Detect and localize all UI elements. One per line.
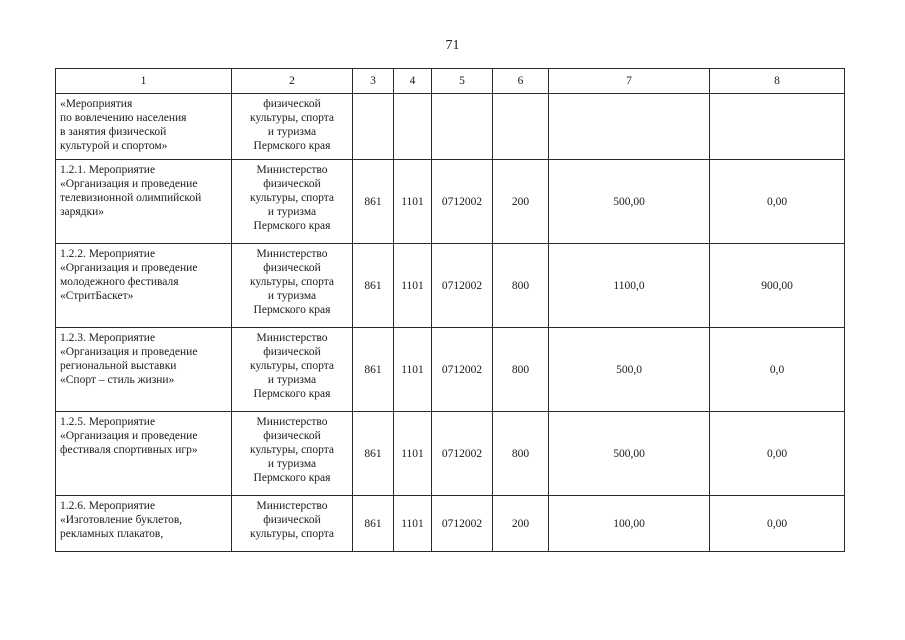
table-header-row [56,69,845,94]
executor-line: физической [263,430,321,442]
event-name-line: в занятия физической [60,126,167,138]
event-name-line: зарядки» [60,206,105,218]
page-number: 71 [445,38,460,53]
column-header-4: 4 [394,69,432,94]
executor-line: Министерство [256,248,328,260]
executor-line: физической [263,262,321,274]
expense-type-cell: 800 [493,244,549,328]
amount-col8-cell: 900,00 [710,244,845,328]
event-name-line: 1.2.1. Мероприятие [60,164,156,176]
event-name-line: «Мероприятия [60,98,133,110]
event-name-line: 1.2.5. Мероприятие [60,416,156,428]
executor-line: физической [263,178,321,190]
event-name-line: «Организация и проведение [60,346,198,358]
event-name-cell [56,160,232,244]
table-row [56,496,845,552]
executor-line: Министерство [256,164,328,176]
table-row [56,160,845,244]
executor-line: культуры, спорта [250,192,334,204]
executor-line: Пермского края [253,220,331,232]
table-row [56,328,845,412]
executor-line: и туризма [267,126,317,138]
event-name-line: «Организация и проведение [60,262,198,274]
event-name-cell [56,94,232,160]
executor-line: Пермского края [253,472,331,484]
section-code-cell: 1101 [394,244,432,328]
event-name-line: «Спорт – стиль жизни» [60,374,175,386]
executor-cell [232,94,353,160]
column-header-3: 3 [353,69,394,94]
expense-type-cell: 200 [493,496,549,552]
executor-cell [232,496,353,552]
event-name-cell [56,244,232,328]
event-name-line: 1.2.6. Мероприятие [60,500,156,512]
admin-code-cell: 861 [353,412,394,496]
expense-type-cell: 800 [493,328,549,412]
event-name-cell [56,328,232,412]
amount-col8-cell: 0,0 [710,328,845,412]
event-name-line: 1.2.3. Мероприятие [60,332,156,344]
table-row [56,244,845,328]
executor-cell [232,244,353,328]
admin-code-cell: 861 [353,160,394,244]
target-article-cell: 0712002 [432,160,493,244]
executor-line: и туризма [267,458,317,470]
admin-code-cell [353,94,394,160]
table-row [56,94,845,160]
amount-col7-cell: 500,00 [549,412,710,496]
section-code-cell [394,94,432,160]
amount-col8-cell: 0,00 [710,496,845,552]
amount-col8-cell [710,94,845,160]
event-name-cell [56,412,232,496]
section-code-cell: 1101 [394,412,432,496]
event-name-line: молодежного фестиваля [60,276,179,288]
column-header-1: 1 [56,69,232,94]
event-name-line: «Организация и проведение [60,178,198,190]
executor-line: Пермского края [253,304,331,316]
admin-code-cell: 861 [353,328,394,412]
amount-col7-cell: 100,00 [549,496,710,552]
event-name-line: «СтритБаскет» [60,290,134,302]
column-header-6: 6 [493,69,549,94]
column-header-7: 7 [549,69,710,94]
amount-col7-cell: 500,00 [549,160,710,244]
amount-col7-cell: 500,0 [549,328,710,412]
budget-table [55,68,845,552]
executor-line: и туризма [267,374,317,386]
executor-line: Пермского края [253,388,331,400]
section-code-cell: 1101 [394,496,432,552]
expense-type-cell: 800 [493,412,549,496]
executor-line: физической [263,514,321,526]
section-code-cell: 1101 [394,328,432,412]
executor-line: Министерство [256,332,328,344]
executor-cell [232,160,353,244]
executor-line: физической [263,346,321,358]
column-header-5: 5 [432,69,493,94]
event-name-line: «Организация и проведение [60,430,198,442]
table-row [56,412,845,496]
admin-code-cell: 861 [353,496,394,552]
executor-line: физической [263,98,321,110]
event-name-line: 1.2.2. Мероприятие [60,248,156,260]
target-article-cell: 0712002 [432,328,493,412]
expense-type-cell [493,94,549,160]
target-article-cell [432,94,493,160]
executor-line: и туризма [267,290,317,302]
column-header-8: 8 [710,69,845,94]
amount-col8-cell: 0,00 [710,160,845,244]
executor-line: культуры, спорта [250,444,334,456]
executor-cell [232,328,353,412]
executor-line: Министерство [256,500,328,512]
event-name-line: по вовлечению населения [60,112,187,124]
column-header-2: 2 [232,69,353,94]
event-name-line: «Изготовление буклетов, [60,514,183,526]
target-article-cell: 0712002 [432,412,493,496]
executor-line: и туризма [267,206,317,218]
event-name-line: рекламных плакатов, [60,528,164,540]
event-name-line: телевизионной олимпийской [60,192,202,204]
target-article-cell: 0712002 [432,244,493,328]
amount-col7-cell [549,94,710,160]
executor-line: культуры, спорта [250,112,334,124]
event-name-cell [56,496,232,552]
event-name-line: культурой и спортом» [60,140,168,152]
executor-line: культуры, спорта [250,276,334,288]
section-code-cell: 1101 [394,160,432,244]
executor-line: культуры, спорта [250,528,334,540]
admin-code-cell: 861 [353,244,394,328]
event-name-line: фестиваля спортивных игр» [60,444,198,456]
event-name-line: региональной выставки [60,360,177,372]
amount-col8-cell: 0,00 [710,412,845,496]
amount-col7-cell: 1100,0 [549,244,710,328]
target-article-cell: 0712002 [432,496,493,552]
expense-type-cell: 200 [493,160,549,244]
executor-line: Пермского края [253,140,331,152]
executor-cell [232,412,353,496]
executor-line: культуры, спорта [250,360,334,372]
executor-line: Министерство [256,416,328,428]
